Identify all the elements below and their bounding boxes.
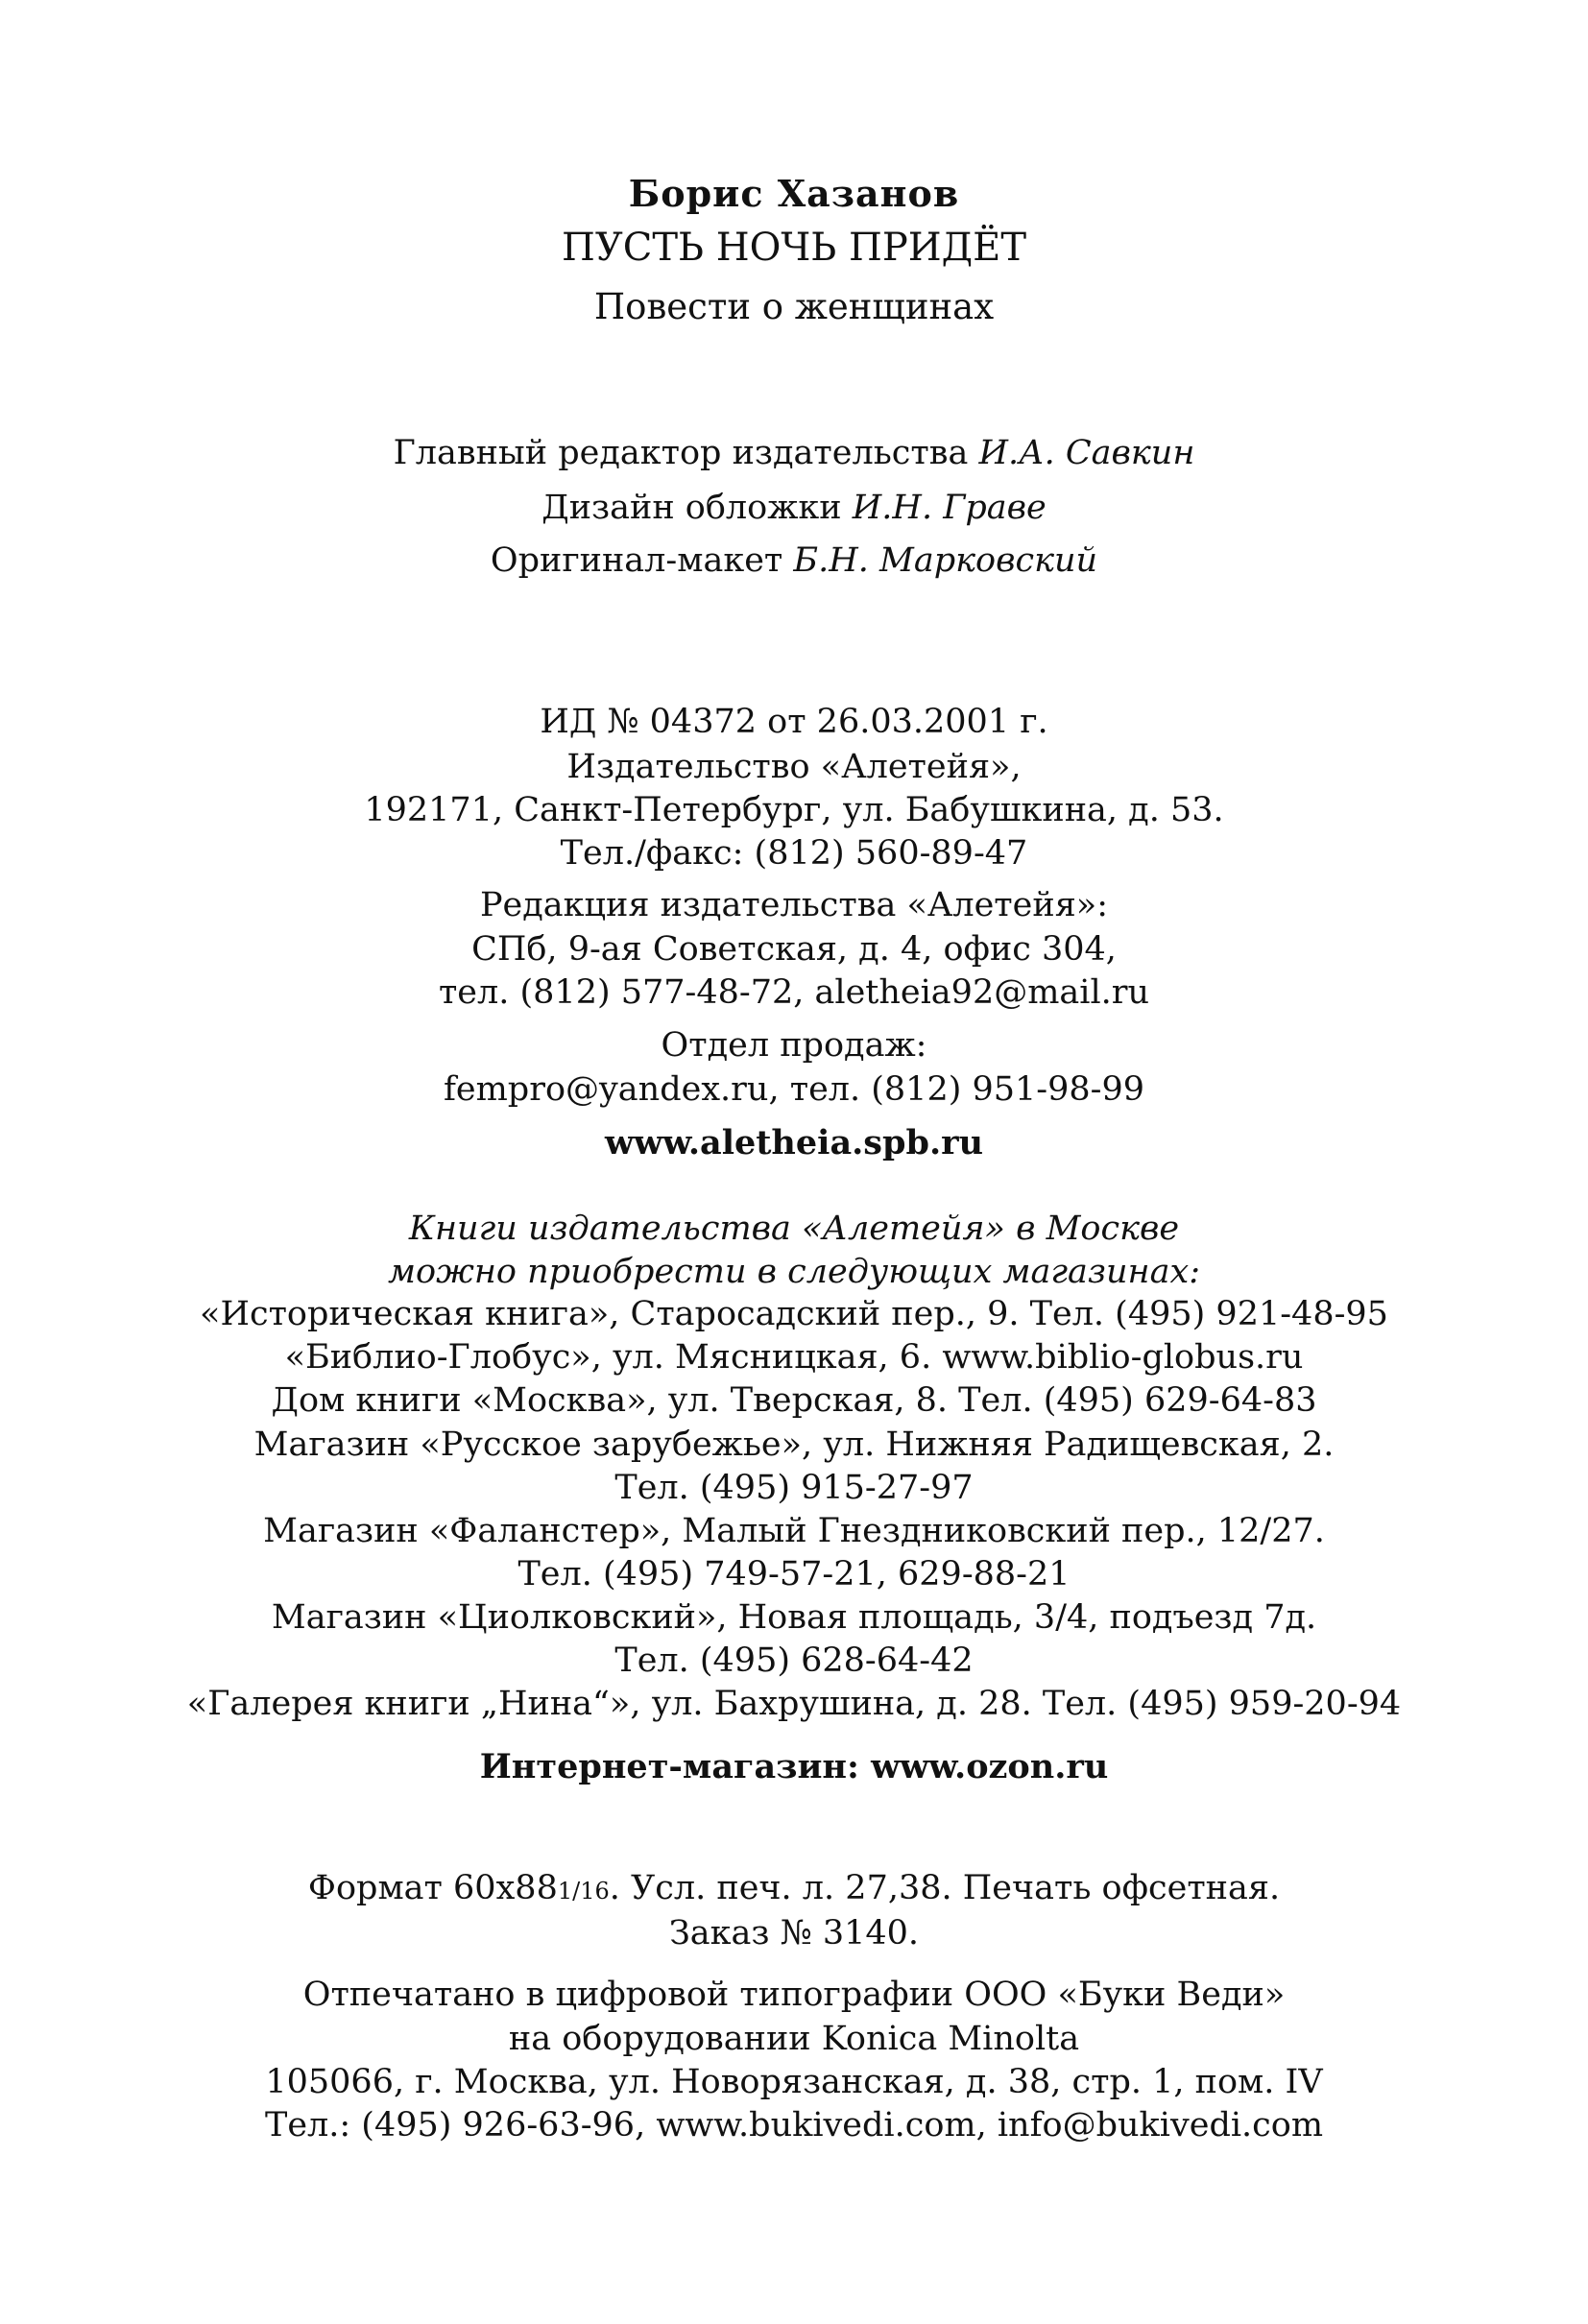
online-store: Интернет-магазин: www.ozon.ru: [479, 1747, 1109, 1786]
store-line: Магазин «Фаланстер», Малый Гнездниковский пер., 12/27.: [263, 1512, 1325, 1550]
editorial-contact: тел. (812) 577-48-72, aletheia92@mail.ru: [438, 973, 1150, 1012]
store-line: Дом книги «Москва», ул. Тверская, 8. Тел. (495) 629-64-83: [271, 1381, 1317, 1420]
credit-layout: [0, 541, 1588, 580]
publisher-phone: Тел./факс: (812) 560-89-47: [560, 834, 1028, 873]
store-line: Тел. (495) 628-64-42: [614, 1641, 974, 1680]
credit-person: И.Н. Граве: [852, 489, 1047, 527]
publisher-address: 192171, Санкт-Петербург, ул. Бабушкина, д. 53.: [364, 791, 1224, 829]
credit-role: Оригинал-макет: [490, 541, 783, 580]
print-order: Заказ № 3140.: [668, 1914, 920, 1953]
credit-role: Главный редактор издательства: [393, 434, 969, 472]
publisher-license: ИД № 04372 от 26.03.2001 г.: [540, 703, 1048, 741]
store-line: Тел. (495) 915-27-97: [614, 1469, 974, 1507]
editorial-heading: Редакция издательства «Алетейя»:: [479, 886, 1108, 924]
publisher-website: www.aletheia.spb.ru: [604, 1123, 984, 1162]
printer-line1: Отпечатано в цифровой типографии ООО «Буки Веди»: [302, 1976, 1286, 2014]
author-name: Борис Хазанов: [628, 172, 960, 215]
book-subtitle: Повести о женщинах: [593, 286, 995, 327]
format-prefix: Формат 60x88: [307, 1869, 558, 1907]
credit-person: Б.Н. Марковский: [793, 541, 1098, 580]
credit-role: Дизайн обложки: [541, 489, 842, 527]
store-line: Магазин «Циолковский», Новая площадь, 3/4, подъезд 7д.: [271, 1598, 1317, 1637]
format-fraction: 1/16: [557, 1878, 610, 1905]
printer-line4: Тел.: (495) 926-63-96, www.bukivedi.com, info@bukivedi.com: [264, 2106, 1324, 2144]
store-line: Тел. (495) 749-57-21, 629-88-21: [517, 1555, 1071, 1593]
printer-line3: 105066, г. Москва, ул. Новорязанская, д. 38, стр. 1, пом. IV: [265, 2063, 1323, 2101]
format-suffix: . Усл. печ. л. 27,38. Печать офсетная.: [609, 1869, 1281, 1907]
publisher-name: Издательство «Алетейя»,: [566, 748, 1022, 786]
sales-heading: Отдел продаж:: [661, 1026, 927, 1065]
sales-contact: fempro@yandex.ru, тел. (812) 951-98-99: [443, 1070, 1145, 1109]
credit-editor: [0, 434, 1588, 472]
book-title: ПУСТЬ НОЧЬ ПРИДЁТ: [561, 226, 1027, 270]
moscow-intro-line1: Книги издательства «Алетейя» в Москве: [408, 1210, 1180, 1248]
store-line: Магазин «Русское зарубежье», ул. Нижняя Радищевская, 2.: [253, 1426, 1335, 1464]
editorial-address: СПб, 9-ая Советская, д. 4, офис 304,: [471, 930, 1117, 969]
store-line: «Галерея книги „Нина“», ул. Бахрушина, д. 28. Тел. (495) 959-20-94: [186, 1685, 1402, 1723]
store-line: «Историческая книга», Старосадский пер., 9. Тел. (495) 921-48-95: [200, 1295, 1388, 1333]
print-format: [0, 1869, 1588, 1907]
store-line: «Библио-Глобус», ул. Мясницкая, 6. www.biblio-globus.ru: [284, 1338, 1304, 1377]
printer-line2: на оборудовании Konica Minolta: [508, 2020, 1080, 2058]
credit-cover-design: [0, 491, 1588, 525]
credit-person: И.А. Савкин: [978, 434, 1195, 472]
moscow-intro-line2: можно приобрести в следующих магазинах:: [388, 1253, 1200, 1291]
